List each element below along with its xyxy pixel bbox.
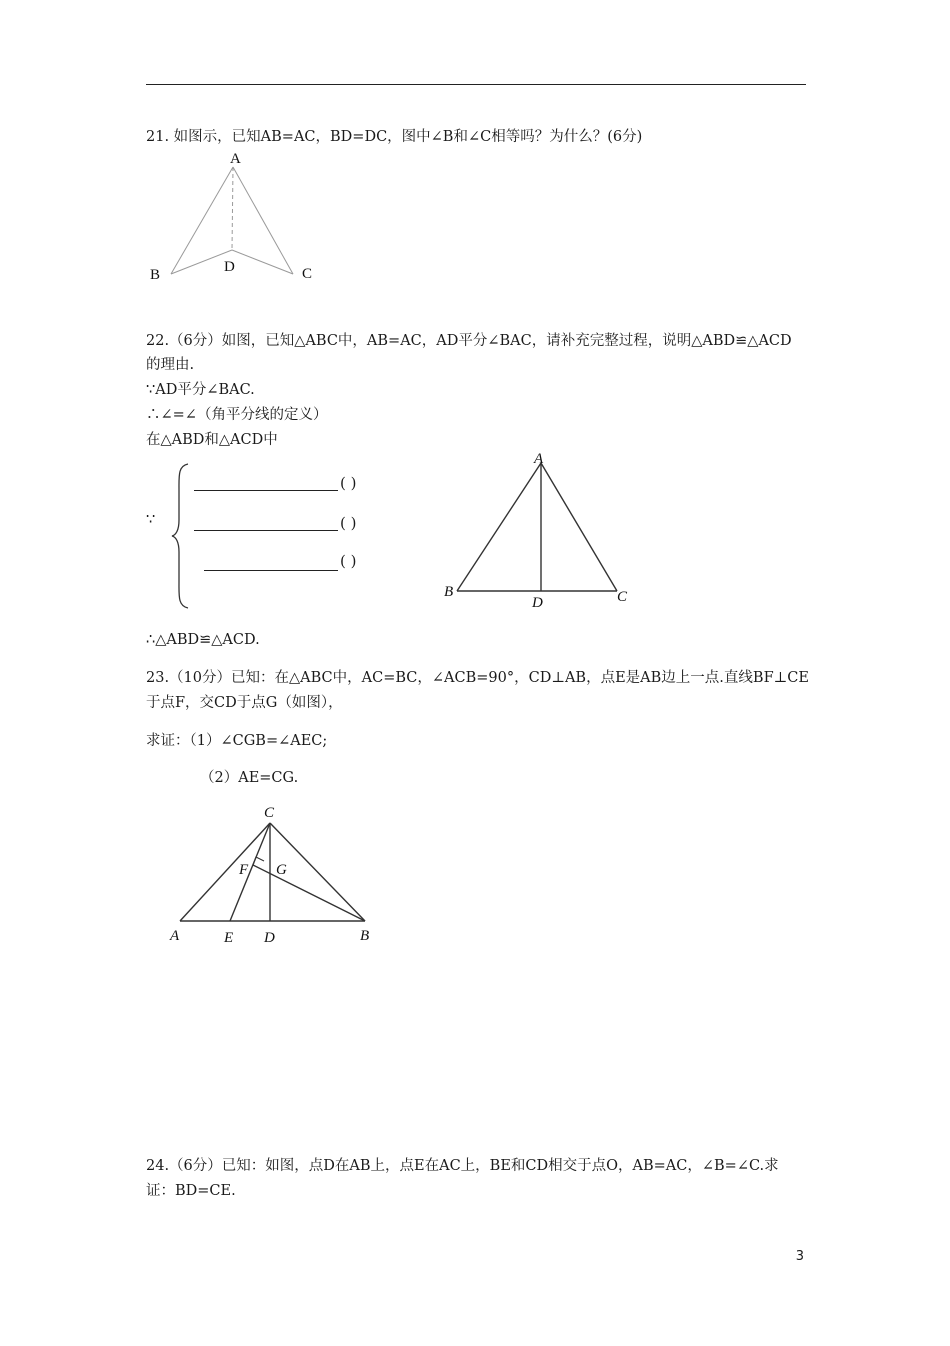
- reason-paren-1[interactable]: ( ): [340, 474, 357, 492]
- q22-step2: ∴∠=∠（角平分线的定义）: [146, 407, 328, 423]
- q22-label-c: C: [617, 589, 628, 605]
- q23-label-f: F: [239, 862, 249, 878]
- q23-prove1: 求证：（1）∠CGB=∠AEC;: [146, 733, 328, 749]
- q22-figure: [430, 445, 640, 615]
- q21-figure: [140, 145, 340, 290]
- blank-line-1[interactable]: [194, 490, 338, 491]
- q22-step1: ∵AD平分∠BAC.: [146, 382, 255, 398]
- q21-text: 21. 如图示，已知AB=AC，BD=DC，图中∠B和∠C相等吗？为什么？(6分): [146, 129, 643, 145]
- q24-line1: 24.（6分）已知：如图，点D在AB上，点E在AC上，BE和CD相交于点O，AB=AC，∠B=∠C.求: [146, 1158, 779, 1174]
- q24-line2: 证：BD=CE.: [146, 1183, 236, 1199]
- q23-label-c: C: [264, 805, 275, 821]
- q23-prove2: （2）AE=CG.: [200, 770, 299, 786]
- header-rule: [146, 84, 806, 85]
- q22-step3: 在△ABD和△ACD中: [146, 432, 278, 448]
- q21-label-d: D: [224, 259, 235, 275]
- q21-label-c: C: [302, 266, 313, 282]
- page-number: 3: [795, 1249, 804, 1264]
- q22-label-a: A: [534, 451, 544, 467]
- q23-label-d: D: [264, 930, 275, 946]
- q23-line2: 于点F，交CD于点G（如图），: [146, 695, 343, 711]
- q21-label-a: A: [230, 151, 241, 167]
- because-symbol: ∵: [146, 512, 156, 528]
- reason-paren-2[interactable]: ( ): [340, 514, 357, 532]
- q22-label-b: B: [444, 584, 454, 600]
- q23-label-e: E: [224, 930, 234, 946]
- q21-label-b: B: [150, 267, 161, 283]
- q23-label-g: G: [276, 862, 287, 878]
- q23-figure: [160, 798, 390, 948]
- q22-label-d: D: [532, 595, 543, 611]
- q22-conclusion: ∴△ABD≌△ACD.: [146, 632, 260, 648]
- q23-line1: 23.（10分）已知：在△ABC中，AC=BC，∠ACB=90°，CD⊥AB，点E是AB边上一点.直线BF⊥CE: [146, 670, 809, 686]
- q22-line2: 的理由.: [146, 357, 195, 373]
- q23-label-b: B: [360, 928, 370, 944]
- blank-line-2[interactable]: [194, 530, 338, 531]
- left-brace: [170, 462, 192, 610]
- q22-line1: 22.（6分）如图，已知△ABC中，AB=AC，AD平分∠BAC，请补充完整过程，说明△ABD≌△ACD: [146, 333, 792, 349]
- q23-label-a: A: [170, 928, 180, 944]
- blank-line-3[interactable]: [204, 570, 338, 571]
- reason-paren-3[interactable]: ( ): [340, 552, 357, 570]
